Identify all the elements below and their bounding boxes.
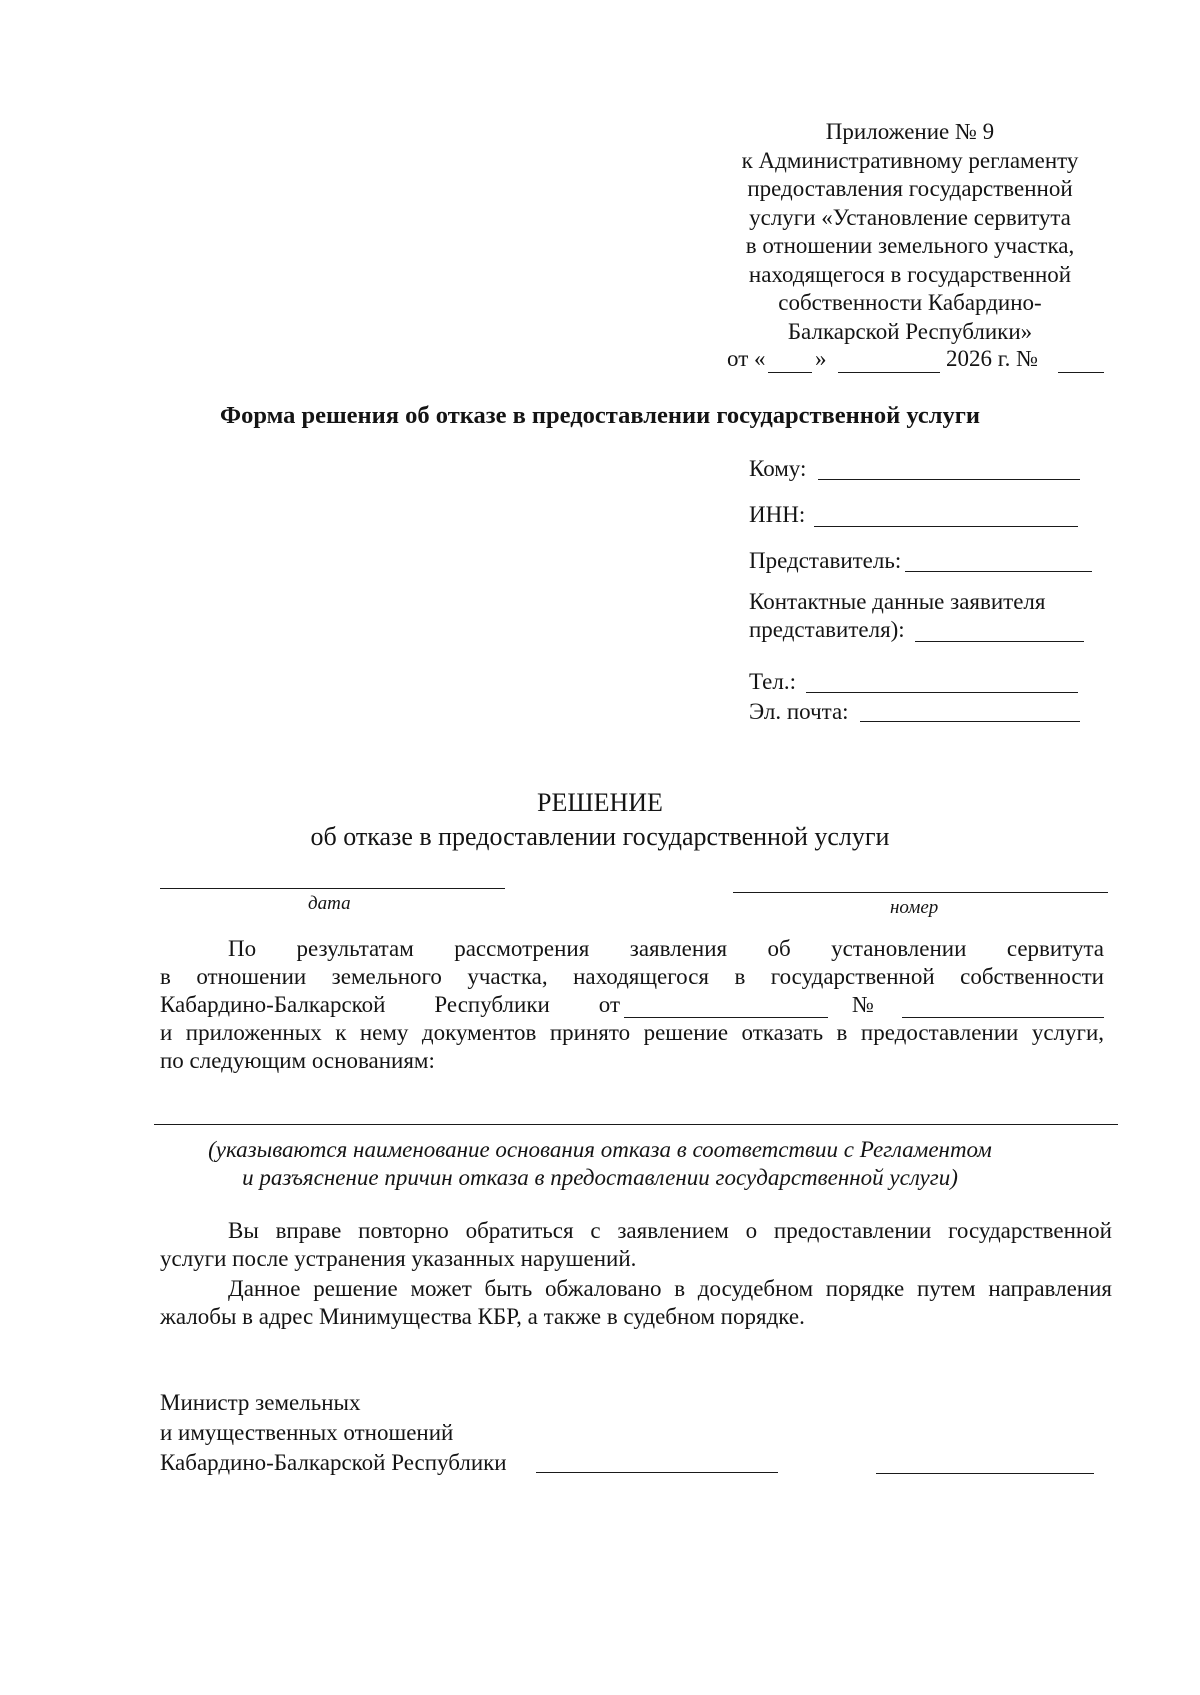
inn-label: ИНН: xyxy=(749,502,806,527)
decision-subtitle: об отказе в предоставлении государственной услуги xyxy=(310,822,890,851)
signatory-line2: и имущественных отношений xyxy=(160,1420,454,1445)
appendix-line: к Административному регламенту xyxy=(741,147,1079,173)
phone-blank[interactable] xyxy=(806,692,1078,693)
decision-number-blank[interactable] xyxy=(733,892,1108,893)
signature-blank[interactable] xyxy=(536,1472,778,1473)
decision-date-blank[interactable] xyxy=(160,888,505,889)
signatory-line3: Кабардино-Балкарской Республики xyxy=(160,1450,507,1475)
decision-title: РЕШЕНИЕ xyxy=(537,788,663,817)
number-caption: номер xyxy=(890,897,939,918)
appendix-line: Балкарской Республики» xyxy=(787,318,1033,344)
body-paragraph-1-line4: и приложенных к нему документов принято решение отказать в предоставлении услуги, xyxy=(160,1020,1104,1045)
contact-label-line2: представителя): xyxy=(749,617,905,642)
body-paragraph-1-line2: в отношении земельного участка, находящегося в государственной собственности xyxy=(160,964,1104,989)
body-paragraph-2-line2: услуги после устранения указанных нарушений. xyxy=(160,1246,637,1271)
representative-blank[interactable] xyxy=(905,571,1092,572)
date-caption: дата xyxy=(308,893,351,914)
phone-label: Тел.: xyxy=(749,669,796,694)
appendix-block xyxy=(700,118,1120,346)
appendix-date-year: 2026 г. № xyxy=(946,346,1039,371)
appendix-line: находящегося в государственной xyxy=(748,261,1072,287)
body-paragraph-3-line1: Данное решение может быть обжаловано в досудебном порядке путем направления xyxy=(228,1276,1112,1301)
appendix-line: собственности Кабардино- xyxy=(778,290,1042,315)
to-label: Кому: xyxy=(749,456,807,481)
email-blank[interactable] xyxy=(860,721,1080,722)
appendix-line: услуги «Установление сервитута xyxy=(749,204,1071,230)
body-paragraph-1-line5: по следующим основаниям: xyxy=(160,1048,435,1073)
signatory-line1: Министр земельных xyxy=(160,1390,361,1415)
grounds-blank[interactable] xyxy=(154,1124,1118,1125)
appendix-line: предоставления государственной xyxy=(747,176,1073,201)
appendix-line: в отношении земельного участка, xyxy=(745,233,1075,258)
month-blank xyxy=(838,372,940,373)
number-blank xyxy=(1058,372,1104,373)
day-blank xyxy=(768,372,812,373)
body-paragraph-3-line2: жалобы в адрес Минимущества КБР, а также в судебном порядке. xyxy=(160,1304,805,1329)
appendix-line: Приложение № 9 xyxy=(825,119,995,144)
representative-label: Представитель: xyxy=(749,548,902,573)
email-label: Эл. почта: xyxy=(749,699,849,724)
application-date-blank[interactable] xyxy=(624,1017,828,1018)
body-paragraph-2-line1: Вы вправе повторно обратиться с заявлением о предоставлении государственной xyxy=(228,1218,1112,1243)
body-paragraph-1-line3a: Кабардино-Балкарской Республики от xyxy=(160,992,620,1017)
form-title: Форма решения об отказе в предоставлении государственной услуги xyxy=(220,402,980,429)
application-number-blank[interactable] xyxy=(902,1017,1104,1018)
grounds-note-line2: и разъяснение причин отказа в предоставлении государственной услуги) xyxy=(242,1165,958,1190)
appendix-date-prefix: от « xyxy=(727,346,766,371)
signature-block xyxy=(160,1388,507,1478)
name-blank[interactable] xyxy=(876,1473,1094,1474)
appendix-date-mid: » xyxy=(815,346,827,371)
body-paragraph-1-line3b: № xyxy=(852,992,874,1017)
inn-blank[interactable] xyxy=(814,526,1078,527)
to-blank[interactable] xyxy=(818,479,1080,480)
grounds-note-line1: (указываются наименование основания отказа в соответствии с Регламентом xyxy=(208,1137,992,1162)
contact-blank[interactable] xyxy=(915,641,1084,642)
contact-label-line1: Контактные данные заявителя xyxy=(749,589,1046,614)
body-paragraph-1-line1: По результатам рассмотрения заявления об установлении сервитута xyxy=(228,936,1104,961)
